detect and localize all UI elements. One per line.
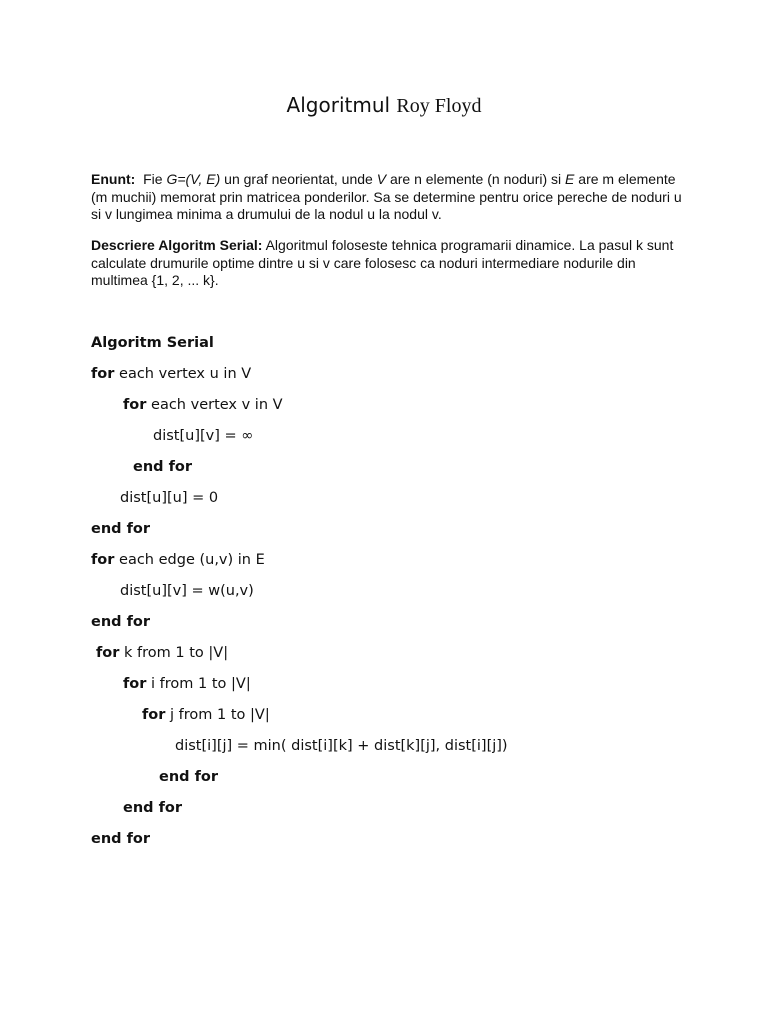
enunt-text-1: Fie: [143, 171, 163, 187]
code-keyword: end for: [91, 521, 151, 537]
code-line-6: [91, 520, 150, 538]
code-text: each vertex u in V: [114, 366, 252, 382]
code-line-10: [96, 644, 228, 662]
code-keyword: for: [123, 676, 147, 692]
code-line-5: [120, 489, 218, 507]
algorithm-heading: Algoritm Serial: [91, 335, 214, 351]
code-keyword: for: [96, 645, 120, 661]
page-title: [0, 92, 768, 119]
code-line-9: [91, 613, 150, 631]
code-keyword: end for: [123, 800, 183, 816]
code-line-3: [153, 427, 253, 445]
code-text: j from 1 to |V|: [165, 707, 270, 723]
code-keyword: for: [123, 397, 147, 413]
code-keyword: end for: [159, 769, 219, 785]
code-keyword: end for: [91, 614, 151, 630]
code-keyword: for: [91, 366, 115, 382]
code-line-1: [91, 365, 251, 383]
enunt-text-4: are m elemente (m muchii) memorat prin matricea ponderilor. Sa se determine pentru orice pereche de noduri u si v lungimea minima a drumului de la nodul u la nodul v.: [91, 171, 682, 222]
code-line-13: [175, 737, 508, 755]
enunt-label: Enunt:: [91, 171, 136, 187]
code-text: i from 1 to |V|: [146, 676, 251, 692]
code-keyword: for: [91, 552, 115, 568]
code-text: each vertex v in V: [146, 397, 283, 413]
code-text: dist[u][u] = 0: [120, 490, 219, 506]
code-keyword: end for: [133, 459, 193, 475]
enunt-v: V: [376, 171, 387, 187]
enunt-paragraph: [91, 171, 691, 224]
descriere-text: Algoritmul foloseste tehnica programarii dinamice. La pasul k sunt calculate drumurile optime dintre u si v care folosesc ca noduri intermediare nodurile din multimea {1, 2, ... k}.: [91, 237, 674, 288]
code-line-11: [123, 675, 251, 693]
descriere-paragraph: [91, 237, 691, 290]
code-text: each edge (u,v) in E: [114, 552, 265, 568]
enunt-graph: G=(V, E): [166, 171, 221, 187]
code-line-2: [123, 396, 283, 414]
code-line-12: [142, 706, 270, 724]
title-part-2: Roy Floyd: [396, 95, 482, 117]
code-line-7: [91, 551, 265, 569]
enunt-text-2: un graf neorientat, unde: [224, 171, 373, 187]
title-part-1: Algoritmul: [286, 93, 391, 117]
code-line-8: [120, 582, 254, 600]
enunt-text-3: are n elemente (n noduri) si: [389, 171, 562, 187]
code-keyword: for: [142, 707, 166, 723]
code-text: k from 1 to |V|: [119, 645, 229, 661]
code-line-14: [159, 768, 218, 786]
code-line-16: [91, 830, 150, 848]
code-keyword: end for: [91, 831, 151, 847]
descriere-label: Descriere Algoritm Serial:: [91, 237, 263, 253]
code-text: dist[u][v] = ∞: [153, 428, 254, 444]
code-line-4: [133, 458, 192, 476]
code-line-15: [123, 799, 182, 817]
enunt-e: E: [565, 171, 575, 187]
code-text: dist[u][v] = w(u,v): [120, 583, 254, 599]
code-text: dist[i][j] = min( dist[i][k] + dist[k][j], dist[i][j]): [175, 738, 508, 754]
